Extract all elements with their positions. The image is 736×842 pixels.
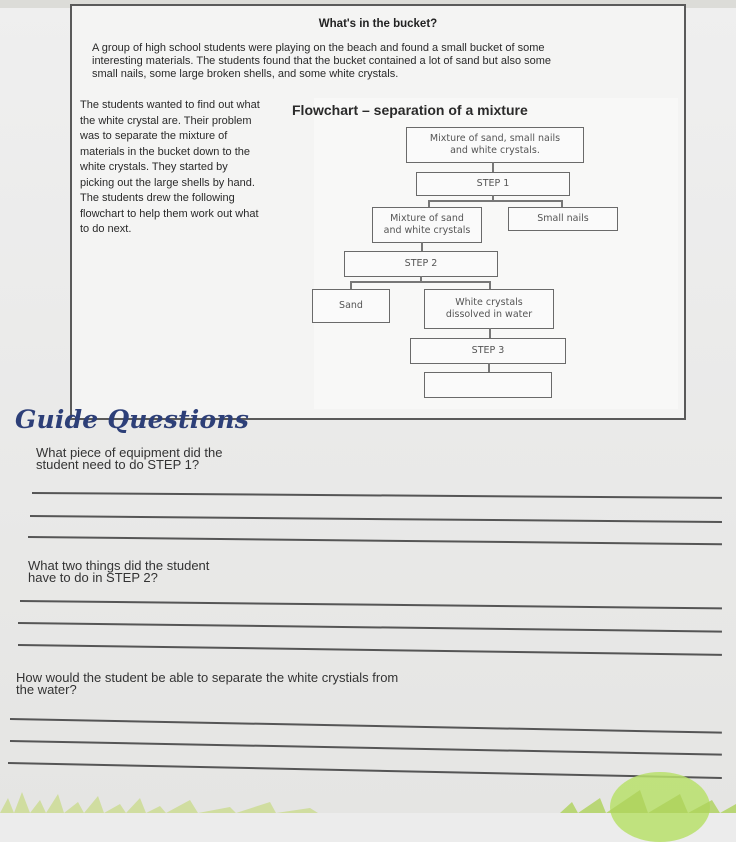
small-nails-box xyxy=(508,207,618,231)
start-mixture-line: Mixture of sand, small nails xyxy=(429,133,561,144)
side-line: to do next. xyxy=(80,223,132,235)
worksheet-title: What's in the bucket? xyxy=(318,18,438,30)
intro-line: A group of high school students were playing on the beach and found a small bucket of some xyxy=(92,42,545,54)
sand-box xyxy=(312,289,390,323)
connector-line xyxy=(350,281,352,289)
grass-decoration xyxy=(0,780,736,813)
side-line: flowchart to help them work out what xyxy=(80,207,259,220)
intro-line: small nails, some large broken shells, and some white crystals. xyxy=(92,68,399,80)
guide-title: Guide Questions xyxy=(15,405,250,434)
step2-box xyxy=(344,251,498,277)
connector-line xyxy=(428,200,562,202)
connector-line xyxy=(421,242,423,251)
start-mixture-line: and white crystals. xyxy=(450,145,540,156)
side-line: The students drew the following xyxy=(80,192,235,204)
side-line: the white crystal are. Their problem xyxy=(80,114,252,127)
connector-line xyxy=(492,162,494,172)
question-3 xyxy=(16,672,398,695)
answer-line-q2-2[interactable] xyxy=(18,622,722,633)
answer-line-q3-2[interactable] xyxy=(10,740,722,756)
dissolved-crystals-line: White crystals xyxy=(455,297,523,308)
side-line: white crystals. They started by xyxy=(80,161,228,173)
answer-line-q2-3[interactable] xyxy=(18,644,722,656)
side-line: was to separate the mixture of xyxy=(80,130,228,142)
question-1-line: student need to do STEP 1? xyxy=(36,456,200,472)
connector-line xyxy=(489,328,491,338)
question-2 xyxy=(28,560,209,583)
flowchart-title: Flowchart – separation of a mixture xyxy=(292,102,528,118)
connector-line xyxy=(488,363,490,372)
answer-line-q2-1[interactable] xyxy=(20,600,722,609)
connector-line xyxy=(350,281,490,283)
question-2-line: have to do in STEP 2? xyxy=(28,569,158,585)
dissolved-crystals-line: dissolved in water xyxy=(445,309,533,320)
answer-line-q1-2[interactable] xyxy=(30,515,722,523)
final-result-box[interactable] xyxy=(424,372,552,398)
answer-line-q1-1[interactable] xyxy=(32,492,722,499)
dissolved-crystals-box xyxy=(424,289,554,329)
question-3-line: How would the student be able to separate the white crystials from xyxy=(16,670,399,685)
step3-label: STEP 3 xyxy=(471,345,505,356)
question-1-line: What piece of equipment did the xyxy=(36,445,223,460)
answer-line-q3-3[interactable] xyxy=(8,762,722,779)
intro-paragraph xyxy=(92,42,676,81)
connector-line xyxy=(428,200,430,207)
side-line: picking out the large shells by hand. xyxy=(80,176,255,189)
step3-box xyxy=(410,338,566,364)
question-2-line: What two things did the student xyxy=(28,558,210,573)
side-line: materials in the bucket down to the xyxy=(80,145,250,158)
answer-line-q3-1[interactable] xyxy=(10,718,722,734)
sand-crystals-line: and white crystals xyxy=(383,225,471,236)
connector-line xyxy=(561,200,563,207)
intro-line: interesting materials. The students found that the bucket contained a lot of sand but also some xyxy=(92,55,552,67)
answer-line-q1-3[interactable] xyxy=(28,536,722,545)
start-mixture-box xyxy=(406,127,584,163)
step1-box xyxy=(416,172,570,196)
sand-crystals-box xyxy=(372,207,482,243)
sand-crystals-line: Mixture of sand xyxy=(390,213,464,224)
question-1 xyxy=(36,447,222,470)
side-paragraph xyxy=(80,98,304,238)
step2-label: STEP 2 xyxy=(404,258,438,269)
sand-label: Sand xyxy=(339,300,363,311)
connector-line xyxy=(489,281,491,289)
question-3-line: the water? xyxy=(16,681,77,697)
step1-label: STEP 1 xyxy=(476,178,510,189)
small-nails-label: Small nails xyxy=(537,213,589,224)
side-line: The students wanted to find out what xyxy=(80,99,260,111)
